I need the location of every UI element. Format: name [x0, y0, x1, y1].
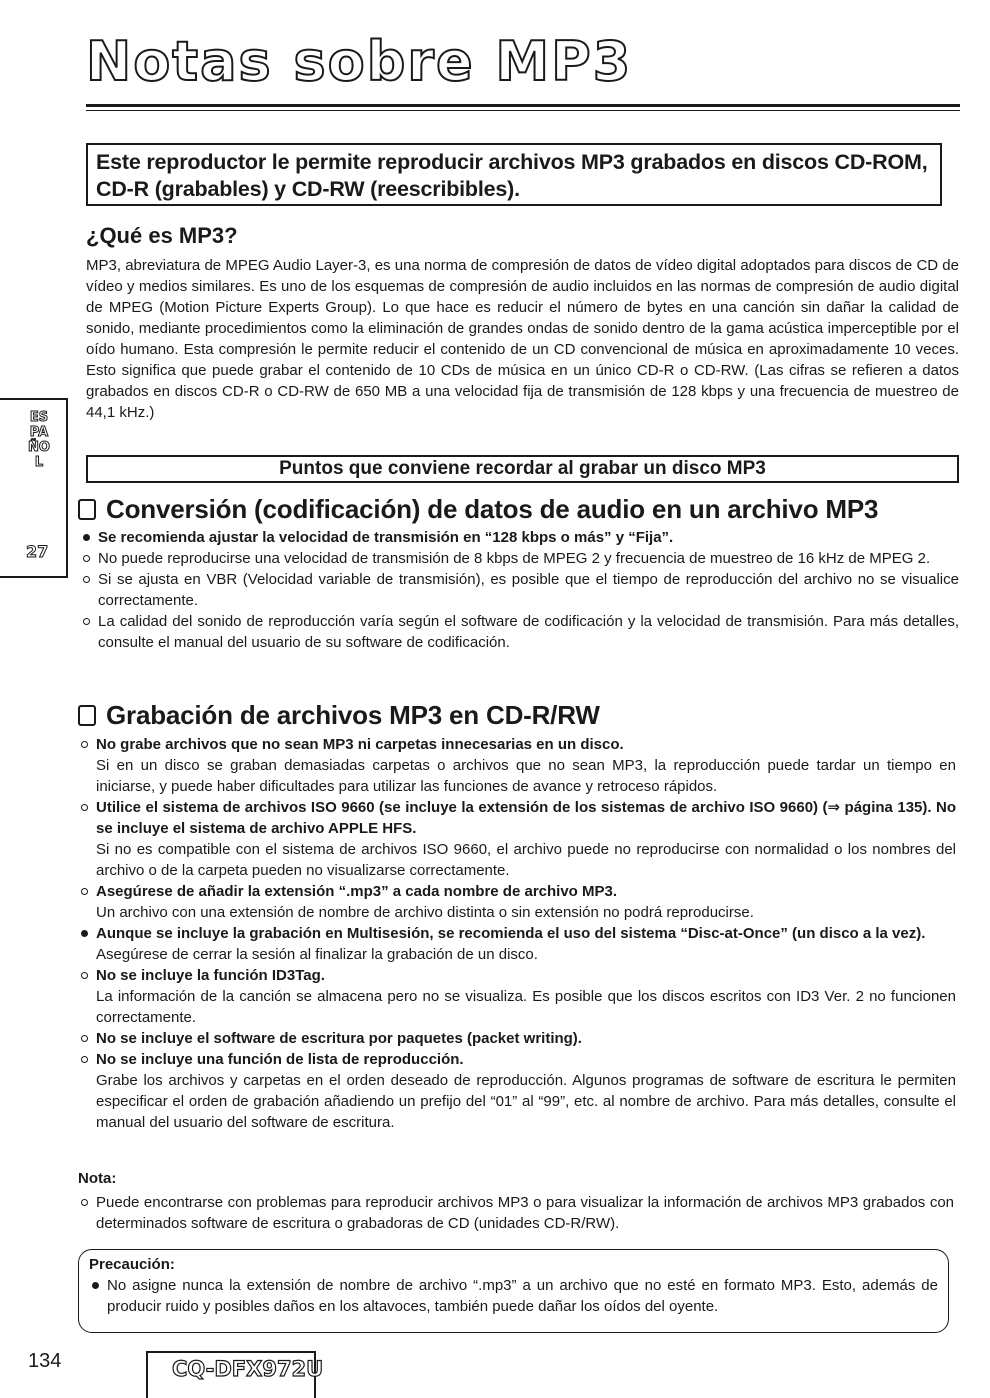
- bullet-icon: [81, 1035, 88, 1042]
- list-item-text: Asegúrese de cerrar la sesión al finalizar la grabación de un disco.: [96, 946, 538, 963]
- bullet-icon: [81, 804, 88, 811]
- list-item: [78, 881, 956, 923]
- what-is-mp3-heading: ¿Qué es MP3?: [86, 223, 238, 248]
- list-item-bold: Aunque se incluye la grabación en Multisesión, se recomienda el uso del sistema “Disc-at-Once” (un disco a la vez).: [96, 925, 926, 942]
- bullet-icon: [81, 1199, 88, 1206]
- list-item-text: Si en un disco se graban demasiadas carpetas o archivos que no sean MP3, la reproducción puede tardar un tiempo en iniciarse, y puede haber dificultades para utilizar las funciones de avance y retroceso rápidos.: [96, 757, 956, 795]
- recording-heading-text: Grabación de archivos MP3 en CD-R/RW: [106, 700, 600, 730]
- caution-list: [89, 1275, 938, 1317]
- points-box: Puntos que conviene recordar al grabar un disco MP3: [86, 455, 959, 483]
- caution-label: Precaución:: [89, 1256, 175, 1273]
- list-item: [78, 1192, 954, 1234]
- caution-text: No asigne nunca la extensión de nombre de archivo “.mp3” a un archivo que no esté en formato MP3. Esto, además de producir ruido y posibles daños en los altavoces, también puede dañar los oídos del oyente.: [107, 1277, 938, 1315]
- bullet-icon: [81, 930, 88, 937]
- list-item: [78, 965, 956, 1028]
- list-item: [89, 1275, 938, 1317]
- bullet-icon: [81, 741, 88, 748]
- list-item: [80, 548, 959, 569]
- list-item: [80, 569, 959, 611]
- bullet-icon: [81, 888, 88, 895]
- square-bullet-icon: [78, 499, 96, 520]
- list-item-bold: Asegúrese de añadir la extensión “.mp3” a cada nombre de archivo MP3.: [96, 883, 618, 900]
- list-item-bold: Utilice el sistema de archivos ISO 9660 (se incluye la extensión de los sistemas de archivo ISO 9660) (⇒ página 135). No se incluye el sistema de archivo APPLE HFS.: [96, 799, 956, 837]
- intro-box: Este reproductor le permite reproducir archivos MP3 grabados en discos CD-ROM, CD-R (grabables) y CD-RW (reescribibles).: [86, 143, 942, 206]
- list-item-text: Si no es compatible con el sistema de archivos ISO 9660, el archivo puede no reproducirse con normalidad o los nombres del archivo o de la carpeta pueden no visualizarse correctamente.: [96, 841, 956, 879]
- page-number: 134: [28, 1350, 62, 1372]
- note-label: Nota:: [78, 1170, 117, 1187]
- note-list: [78, 1192, 954, 1234]
- list-item-text: La información de la canción se almacena pero no se visualiza. Es posible que los discos escritos con ID3 Ver. 2 no funcionen correctamente.: [96, 988, 956, 1026]
- list-item-bold: No se incluye la función ID3Tag.: [96, 967, 325, 984]
- list-item: [80, 527, 959, 548]
- list-item-bold: No se incluye el software de escritura por paquetes (packet writing).: [96, 1030, 582, 1047]
- side-tab-page: 27: [26, 542, 49, 561]
- bullet-icon: [83, 555, 90, 562]
- bullet-icon: [92, 1282, 99, 1289]
- list-item-text: Grabe los archivos y carpetas en el orden deseado de reproducción. Algunos programas de software de escritura le permiten especificar el orden de grabación añadiendo un prefijo del “01” al “99”, etc. al nombre de archivo. Para más detalles, consulte el manual del usuario del software de escritura.: [96, 1072, 956, 1131]
- bullet-icon: [83, 576, 90, 583]
- conversion-list: [80, 527, 959, 653]
- list-item: [78, 1028, 956, 1049]
- conversion-heading: [78, 494, 878, 525]
- bullet-icon: [81, 1056, 88, 1063]
- page-title: Notas sobre MP3: [86, 30, 633, 93]
- list-item-text: Si se ajusta en VBR (Velocidad variable de transmisión), es posible que el tiempo de reproducción del archivo no se visualice correctamente.: [98, 571, 959, 609]
- list-item: [78, 1049, 956, 1133]
- list-item-text: No puede reproducirse una velocidad de transmisión de 8 kbps de MPEG 2 y frecuencia de muestreo de 16 kHz de MPEG 2.: [98, 550, 931, 567]
- bullet-icon: [83, 618, 90, 625]
- list-item-bold: No se incluye una función de lista de reproducción.: [96, 1051, 464, 1068]
- conversion-heading-text: Conversión (codificación) de datos de audio en un archivo MP3: [106, 494, 879, 524]
- recording-heading: [78, 700, 600, 731]
- list-item: [80, 611, 959, 653]
- model-name: CQ-DFX972U: [172, 1357, 324, 1381]
- square-bullet-icon: [78, 705, 96, 726]
- list-item: [78, 734, 956, 797]
- recording-list: [78, 734, 956, 1133]
- list-item-text: La calidad del sonido de reproducción varía según el software de codificación y la velocidad de transmisión. Para más detalles, consulte el manual del usuario de su software de codificación.: [98, 613, 959, 651]
- list-item: [78, 923, 956, 965]
- title-rule-thick: [86, 104, 960, 107]
- list-item-text: Un archivo con una extensión de nombre de archivo distinta o sin extensión no podrá reproducirse.: [96, 904, 754, 921]
- list-item: [78, 797, 956, 881]
- list-item-bold: Se recomienda ajustar la velocidad de transmisión en “128 kbps o más” y “Fija”.: [98, 529, 674, 546]
- what-is-mp3-body: MP3, abreviatura de MPEG Audio Layer-3, es una norma de compresión de datos de vídeo digital adoptados para discos de CD de vídeo y medios similares. Es uno de los esquemas de compresión de audio incluidos en las normas de compresión de audio digital de MPEG (Motion Picture Experts Group). Lo que hace es reducir el número de bytes en una canción sin dañar la calidad de sonido, mediante procedimientos como la eliminación de grandes ondas de sonido dentro de la gama acústica imperceptible por el oído humano. Esta compresión le permite reducir el contenido de un CD convencional de música en aproximadamente 10 veces. Esto significa que puede grabar el contenido de 10 CDs de música en un único CD-R o CD-RW. (Las cifras se refieren a datos grabados en discos CD-R o CD-RW de 650 MB a una velocidad fija de transmisión de 128 kbps y una frecuencia de muestreo de 44,1 kHz.): [86, 257, 959, 421]
- bullet-icon: [83, 534, 90, 541]
- caution-box: [78, 1249, 949, 1333]
- note-text: Puede encontrarse con problemas para reproducir archivos MP3 o para visualizar la información de archivos MP3 grabados con determinados software de escritura o grabadoras de CD (unidades CD-R/RW).: [96, 1194, 954, 1232]
- bullet-icon: [81, 972, 88, 979]
- title-rule-thin: [86, 110, 960, 111]
- side-tab-language: ESPAÑOL: [28, 410, 50, 470]
- list-item-bold: No grabe archivos que no sean MP3 ni carpetas innecesarias en un disco.: [96, 736, 624, 753]
